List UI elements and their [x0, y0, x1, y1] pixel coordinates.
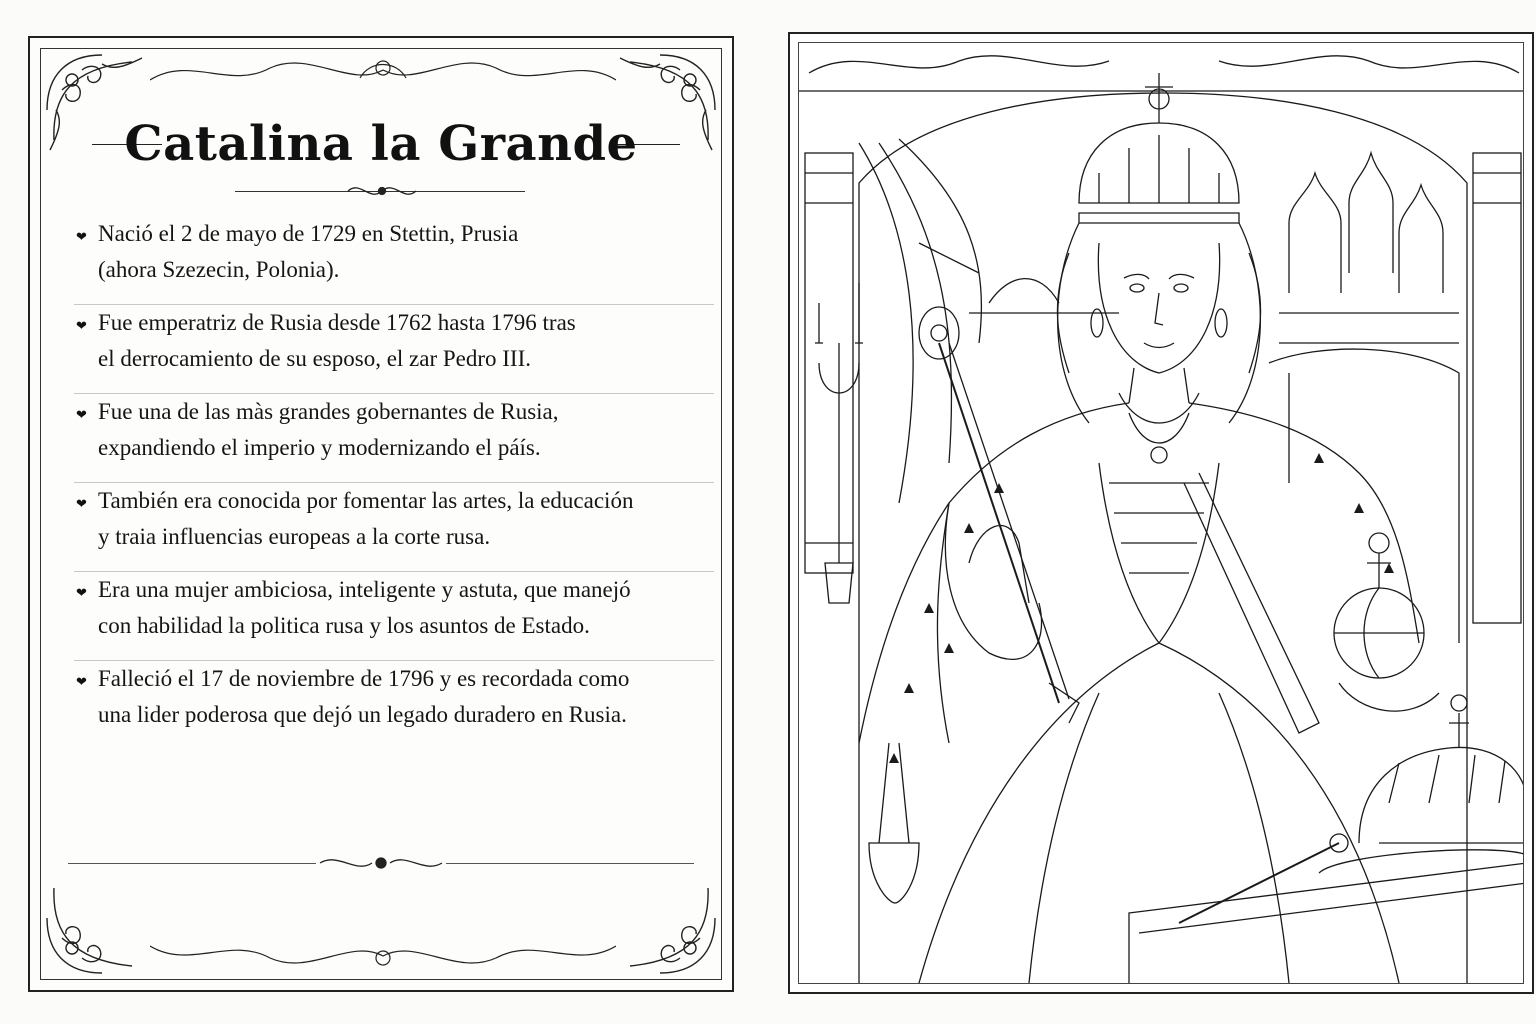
bottom-scroll-ornament — [150, 932, 616, 976]
bottom-divider-flourish — [316, 850, 446, 876]
fact-line-2: expandiendo el imperio y modernizando el páís. — [98, 435, 541, 460]
list-item — [74, 394, 714, 483]
fact-line-1: Falleció el 17 de noviembre de 1796 y es recordada como — [98, 666, 630, 691]
fact-sheet-page — [28, 36, 734, 992]
fact-line-2: con habilidad la politica rusa y los asuntos de Estado. — [98, 613, 590, 638]
top-scroll-ornament — [150, 50, 616, 94]
list-item — [74, 661, 714, 750]
heart-bullet-icon: ❤ — [76, 408, 87, 423]
page-title: Catalina la Grande — [124, 116, 638, 172]
illustration-frame — [798, 42, 1524, 984]
fact-line-2: (ahora Szezecin, Polonia). — [98, 257, 340, 282]
heart-bullet-icon: ❤ — [76, 230, 87, 245]
fact-line-2: y traia influencias europeas a la corte rusa. — [98, 524, 491, 549]
fact-line-1: Nació el 2 de mayo de 1729 en Stettin, Prusia — [98, 221, 519, 246]
facts-list — [74, 216, 714, 750]
title-flourish — [346, 178, 418, 204]
fact-line-2: una lider poderosa que dejó un legado duradero en Rusia. — [98, 702, 627, 727]
heart-bullet-icon: ❤ — [76, 497, 87, 512]
fact-line-2: el derrocamiento de su esposo, el zar Pedro III. — [98, 346, 532, 371]
list-item — [74, 483, 714, 572]
illustration-page — [788, 32, 1534, 994]
fact-line-1: Fue emperatriz de Rusia desde 1762 hasta 1796 tras — [98, 310, 576, 335]
fact-line-1: Fue una de las màs grandes gobernantes de Rusia, — [98, 399, 559, 424]
fact-line-1: Era una mujer ambiciosa, inteligente y astuta, que manejó — [98, 577, 631, 602]
heart-bullet-icon: ❤ — [76, 319, 87, 334]
heart-bullet-icon: ❤ — [76, 675, 87, 690]
empress-illustration — [799, 43, 1524, 984]
corner-ornament-bottom-right — [610, 868, 720, 978]
list-item — [74, 305, 714, 394]
heart-bullet-icon: ❤ — [76, 586, 87, 601]
corner-ornament-bottom-left — [42, 868, 152, 978]
list-item — [74, 572, 714, 661]
fact-line-1: También era conocida por fomentar las artes, la educación — [98, 488, 634, 513]
list-item — [74, 216, 714, 305]
